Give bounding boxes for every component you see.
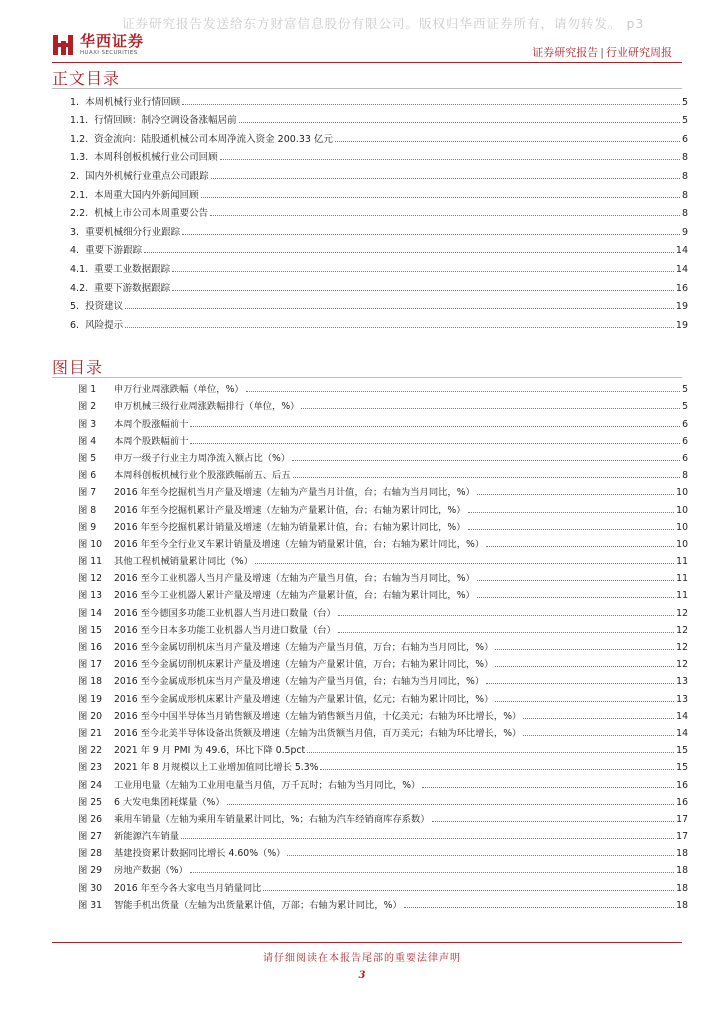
dot-leader bbox=[190, 443, 680, 444]
toc-entry[interactable] bbox=[70, 312, 688, 331]
figure-entry[interactable] bbox=[78, 412, 688, 429]
figure-entry[interactable] bbox=[78, 430, 688, 447]
dot-leader bbox=[523, 718, 674, 719]
toc-entry[interactable] bbox=[70, 145, 688, 164]
entry-title: 2016 至今金属成形机床累计产量及增速（左轴为产量累计值，亿元；右轴为累计同比，%） bbox=[114, 693, 494, 705]
dot-leader bbox=[144, 252, 674, 253]
entry-title: 6 大发电集团耗煤量（%） bbox=[114, 796, 225, 808]
entry-title: 房地产数据（%） bbox=[114, 865, 188, 877]
toc-entry[interactable] bbox=[70, 126, 688, 145]
entry-page: 10 bbox=[676, 521, 688, 533]
entry-number: 3. bbox=[70, 226, 80, 238]
entry-page: 15 bbox=[676, 762, 688, 774]
entry-title: 重要下游数据跟踪 bbox=[94, 282, 171, 294]
entry-title: 重要下游跟踪 bbox=[85, 245, 143, 257]
entry-number: 图 27 bbox=[78, 831, 103, 843]
entry-title: 本周科创板机械行业个股涨跌幅前五、后五 bbox=[114, 470, 291, 482]
dot-leader bbox=[239, 122, 680, 123]
dot-leader bbox=[523, 735, 674, 736]
entry-number: 图 25 bbox=[78, 796, 103, 808]
figure-entry[interactable] bbox=[78, 516, 688, 533]
entry-title: 2021 年 9 月 PMI 为 49.6，环比下降 0.5pct bbox=[114, 745, 306, 757]
entry-title: 申万行业周涨跌幅（单位，%） bbox=[114, 384, 244, 396]
entry-number: 图 9 bbox=[78, 521, 97, 533]
figure-list-title: 图目录 bbox=[52, 358, 104, 377]
toc-entry[interactable] bbox=[70, 108, 688, 127]
entry-title: 2016 至今中国半导体当月销售额及增速（左轴为销售额当月值，十亿美元；右轴为环比增长，%） bbox=[114, 710, 522, 722]
dot-leader bbox=[255, 563, 674, 564]
logo-english-name: HUAXI SECURITIES bbox=[80, 50, 138, 56]
dot-leader bbox=[190, 872, 674, 873]
toc-entry[interactable] bbox=[70, 256, 688, 275]
dot-leader bbox=[246, 391, 680, 392]
entry-title: 重要机械细分行业跟踪 bbox=[85, 226, 181, 238]
entry-page: 14 bbox=[675, 245, 688, 257]
entry-page: 19 bbox=[675, 301, 688, 313]
toc-entry[interactable] bbox=[70, 182, 688, 201]
entry-page: 6 bbox=[681, 133, 688, 145]
entry-title: 本周个股跌幅前十 bbox=[114, 435, 189, 447]
dot-leader bbox=[287, 855, 674, 856]
entry-title: 基建投资累计数据同比增长 4.60%（%） bbox=[114, 848, 286, 860]
figure-entry[interactable] bbox=[78, 670, 688, 687]
dot-leader bbox=[495, 666, 674, 667]
figure-entry[interactable] bbox=[78, 481, 688, 498]
entry-title: 风险提示 bbox=[85, 319, 124, 331]
logo-chinese-name: 华西证券 bbox=[80, 32, 145, 50]
entry-number: 图 6 bbox=[78, 470, 97, 482]
dot-leader bbox=[468, 512, 675, 513]
dot-leader bbox=[172, 290, 674, 291]
entry-number: 图 2 bbox=[78, 401, 97, 413]
entry-number: 图 1 bbox=[78, 384, 97, 396]
toc-list bbox=[70, 89, 688, 331]
entry-number: 1.2. bbox=[70, 133, 89, 145]
dot-leader bbox=[182, 234, 680, 235]
entry-title: 2016 年至今各大家电当月销量同比 bbox=[114, 882, 262, 894]
entry-title: 其他工程机械销量累计同比（%） bbox=[114, 556, 253, 568]
entry-number: 图 5 bbox=[78, 452, 97, 464]
footer-divider bbox=[52, 942, 682, 943]
figure-entry[interactable] bbox=[78, 584, 688, 601]
entry-title: 国内外机械行业重点公司跟踪 bbox=[85, 170, 209, 182]
entry-number: 图 12 bbox=[78, 573, 103, 585]
entry-number: 图 13 bbox=[78, 590, 103, 602]
dot-leader bbox=[320, 769, 674, 770]
entry-number: 图 20 bbox=[78, 710, 103, 722]
dot-leader bbox=[477, 580, 674, 581]
entry-number: 图 17 bbox=[78, 659, 103, 671]
entry-page: 10 bbox=[676, 487, 688, 499]
figure-entry[interactable] bbox=[78, 619, 688, 636]
entry-page: 18 bbox=[676, 899, 688, 911]
entry-number: 图 26 bbox=[78, 813, 103, 825]
figure-entry[interactable] bbox=[78, 791, 688, 808]
toc-entry[interactable] bbox=[70, 219, 688, 238]
dot-leader bbox=[181, 838, 674, 839]
entry-number: 图 21 bbox=[78, 727, 103, 739]
entry-title: 本周机械行业行情回顾 bbox=[85, 96, 181, 108]
entry-title: 2016 至今金属切削机床当月产量及增速（左轴为产量当月值，万台；右轴为当月同比，%） bbox=[114, 642, 494, 653]
dot-leader bbox=[293, 477, 680, 478]
entry-number: 图 10 bbox=[78, 538, 103, 550]
entry-title: 本周个股涨幅前十 bbox=[114, 418, 189, 430]
figure-entry[interactable] bbox=[78, 447, 688, 464]
figure-entry[interactable] bbox=[78, 498, 688, 515]
entry-title: 乘用车销量（左轴为乘用车销量累计同比，%；右轴为汽车经销商库存系数） bbox=[114, 813, 430, 825]
entry-page: 14 bbox=[675, 263, 688, 275]
entry-title: 智能手机出货量（左轴为出货量累计值，万部；右轴为累计同比，%） bbox=[114, 899, 402, 911]
entry-page: 6 bbox=[682, 435, 688, 447]
dot-leader bbox=[301, 408, 680, 409]
dot-leader bbox=[486, 546, 674, 547]
entry-title: 2016 至今工业机器人累计产量及增速（左轴为产量累计值，台；右轴为累计同比，%） bbox=[114, 590, 475, 602]
entry-title: 行情回顾：制冷空调设备涨幅居前 bbox=[94, 115, 237, 127]
entry-page: 5 bbox=[682, 384, 688, 396]
entry-page: 9 bbox=[681, 226, 688, 238]
dot-leader bbox=[335, 141, 680, 142]
entry-number: 图 4 bbox=[78, 435, 97, 447]
figure-entry[interactable] bbox=[78, 567, 688, 584]
figure-entry[interactable] bbox=[78, 756, 688, 773]
entry-number: 图 14 bbox=[78, 607, 103, 619]
figure-list bbox=[78, 378, 688, 911]
entry-title: 2016 至今日本多功能工业机器人当月进口数量（台） bbox=[114, 624, 336, 636]
entry-page: 17 bbox=[676, 831, 688, 843]
entry-title: 机械上市公司本周重要公告 bbox=[94, 208, 209, 220]
entry-page: 19 bbox=[675, 319, 688, 331]
dot-leader bbox=[182, 104, 680, 105]
company-logo bbox=[52, 33, 144, 57]
entry-title: 新能源汽车销量 bbox=[114, 831, 180, 843]
dot-leader bbox=[125, 308, 674, 309]
toc-entry[interactable] bbox=[70, 275, 688, 294]
toc-entry[interactable] bbox=[70, 294, 688, 313]
figure-entry[interactable] bbox=[78, 825, 688, 842]
dot-leader bbox=[477, 494, 674, 495]
dot-leader bbox=[338, 632, 674, 633]
entry-number: 2.2. bbox=[70, 208, 89, 220]
report-type: 证券研究报告 bbox=[532, 46, 599, 59]
entry-number: 图 22 bbox=[78, 745, 103, 757]
figure-entry[interactable] bbox=[78, 842, 688, 859]
entry-page: 5 bbox=[681, 115, 688, 127]
entry-number: 图 19 bbox=[78, 693, 103, 705]
entry-title: 本周重大国内外新闻回顾 bbox=[94, 189, 199, 201]
toc-title: 正文目录 bbox=[52, 69, 121, 88]
entry-page: 12 bbox=[676, 642, 688, 653]
figure-entry[interactable] bbox=[78, 653, 688, 670]
entry-page: 11 bbox=[676, 573, 688, 585]
entry-number: 6. bbox=[70, 319, 80, 331]
entry-title: 申万一级子行业主力周净流入额占比（%） bbox=[114, 452, 291, 464]
entry-page: 8 bbox=[681, 170, 688, 182]
entry-page: 16 bbox=[675, 282, 688, 294]
figure-entry[interactable] bbox=[78, 636, 688, 653]
entry-page: 18 bbox=[676, 848, 688, 860]
dot-leader bbox=[201, 197, 680, 198]
dot-leader bbox=[486, 683, 674, 684]
entry-page: 10 bbox=[676, 538, 688, 550]
entry-number: 图 23 bbox=[78, 762, 103, 774]
figure-entry[interactable] bbox=[78, 395, 688, 412]
watermark-text: 证券研究报告发送给东方财富信息股份有限公司。版权归华西证券所有，请勿转发。 p3 bbox=[122, 16, 645, 31]
dot-leader bbox=[477, 597, 674, 598]
dot-leader bbox=[495, 649, 674, 650]
entry-page: 6 bbox=[682, 418, 688, 430]
figure-entry[interactable] bbox=[78, 705, 688, 722]
entry-page: 11 bbox=[676, 556, 688, 568]
header-divider bbox=[52, 62, 682, 63]
entry-title: 资金流向：陆股通机械公司本周净流入资金 200.33 亿元 bbox=[94, 133, 333, 145]
dot-leader bbox=[227, 804, 674, 805]
entry-page: 16 bbox=[676, 779, 688, 791]
entry-number: 图 3 bbox=[78, 418, 97, 430]
figure-entry[interactable] bbox=[78, 550, 688, 567]
entry-number: 2.1. bbox=[70, 189, 89, 201]
entry-number: 4.2. bbox=[70, 282, 89, 294]
dot-leader bbox=[404, 907, 674, 908]
entry-title: 投资建议 bbox=[85, 301, 124, 313]
entry-number: 4. bbox=[70, 245, 80, 257]
entry-page: 5 bbox=[681, 96, 688, 108]
entry-page: 18 bbox=[676, 865, 688, 877]
dot-leader bbox=[125, 327, 674, 328]
figure-entry[interactable] bbox=[78, 601, 688, 618]
dot-leader bbox=[338, 615, 674, 616]
dot-leader bbox=[211, 178, 680, 179]
report-category bbox=[532, 44, 672, 60]
entry-page: 12 bbox=[676, 624, 688, 636]
figure-entry[interactable] bbox=[78, 773, 688, 790]
entry-page: 8 bbox=[681, 189, 688, 201]
dot-leader bbox=[468, 529, 675, 530]
entry-number: 图 30 bbox=[78, 882, 103, 894]
figure-entry[interactable] bbox=[78, 876, 688, 893]
entry-number: 图 29 bbox=[78, 865, 103, 877]
dot-leader bbox=[190, 426, 680, 427]
entry-number: 图 11 bbox=[78, 556, 103, 568]
entry-number: 5. bbox=[70, 301, 80, 313]
entry-page: 8 bbox=[681, 208, 688, 220]
dot-leader bbox=[495, 701, 674, 702]
toc-entry[interactable] bbox=[70, 163, 688, 182]
toc-entry[interactable] bbox=[70, 238, 688, 257]
figure-entry[interactable] bbox=[78, 687, 688, 704]
legal-notice: 请仔细阅读在本报告尾部的重要法律声明 bbox=[263, 953, 461, 964]
dot-leader bbox=[210, 215, 680, 216]
entry-title: 2016 至今金属成形机床当月产量及增速（左轴为产量当月值，台；右轴为当月同比，%） bbox=[114, 676, 485, 688]
entry-page: 6 bbox=[682, 452, 688, 464]
entry-page: 15 bbox=[676, 745, 688, 757]
entry-page: 12 bbox=[676, 607, 688, 619]
figure-entry[interactable] bbox=[78, 739, 688, 756]
dot-leader bbox=[263, 890, 674, 891]
entry-number: 图 31 bbox=[78, 899, 103, 911]
toc-entry[interactable] bbox=[70, 89, 688, 108]
figure-entry[interactable] bbox=[78, 533, 688, 550]
dot-leader bbox=[432, 821, 675, 822]
entry-title: 2016 至今德国多功能工业机器人当月进口数量（台） bbox=[114, 607, 336, 619]
entry-number: 1.3. bbox=[70, 152, 89, 164]
entry-number: 图 28 bbox=[78, 848, 103, 860]
entry-number: 图 16 bbox=[78, 642, 103, 653]
figure-entry[interactable] bbox=[78, 859, 688, 876]
dot-leader bbox=[292, 460, 680, 461]
entry-page: 13 bbox=[676, 676, 688, 688]
entry-number: 4.1. bbox=[70, 263, 89, 275]
dot-leader bbox=[220, 159, 680, 160]
figure-entry[interactable] bbox=[78, 722, 688, 739]
entry-page: 13 bbox=[676, 693, 688, 705]
entry-page: 18 bbox=[676, 882, 688, 894]
entry-page: 17 bbox=[676, 813, 688, 825]
toc-entry[interactable] bbox=[70, 201, 688, 220]
entry-page: 14 bbox=[676, 710, 688, 722]
report-subtype: 行业研究周报 bbox=[606, 46, 672, 59]
entry-page: 11 bbox=[676, 590, 688, 602]
entry-page: 8 bbox=[682, 470, 688, 482]
entry-number: 图 7 bbox=[78, 487, 97, 499]
entry-title: 2016 年至今挖掘机当月产量及增速（左轴为产量当月计值，台；右轴为当月同比，%） bbox=[114, 487, 475, 499]
entry-page: 14 bbox=[676, 727, 688, 739]
entry-number: 1.1. bbox=[70, 115, 89, 127]
entry-title: 本周科创板机械行业公司回顾 bbox=[94, 152, 218, 164]
figure-entry[interactable] bbox=[78, 894, 688, 911]
entry-title: 2016 至今工业机器人当月产量及增速（左轴为产量当月值，台；右轴为当月同比，%） bbox=[114, 573, 475, 585]
entry-number: 1. bbox=[70, 96, 80, 108]
entry-page: 5 bbox=[682, 401, 688, 413]
dot-leader bbox=[172, 271, 674, 272]
entry-title: 2016 年至今挖掘机累计销量及增速（左轴为销量累计值，台；右轴为累计同比，%） bbox=[114, 521, 466, 533]
entry-title: 重要工业数据跟踪 bbox=[94, 263, 171, 275]
entry-number: 2. bbox=[70, 170, 80, 182]
entry-page: 8 bbox=[681, 152, 688, 164]
entry-number: 图 8 bbox=[78, 504, 97, 516]
dot-leader bbox=[307, 752, 674, 753]
entry-number: 图 24 bbox=[78, 779, 103, 791]
figure-entry[interactable] bbox=[78, 808, 688, 825]
dot-leader bbox=[422, 787, 674, 788]
entry-title: 2016 年至今挖掘机累计产量及增速（左轴为产量累计值，台；右轴为累计同比，%） bbox=[114, 504, 466, 516]
entry-title: 2021 年 8 月规模以上工业增加值同比增长 5.3% bbox=[114, 762, 319, 774]
entry-title: 申万机械三级行业周涨跌幅排行（单位，%） bbox=[114, 401, 300, 413]
entry-title: 工业用电量（左轴为工业用电量当月值，万千瓦时；右轴为当月同比，%） bbox=[114, 779, 421, 791]
entry-title: 2016 至今金属切削机床累计产量及增速（左轴为产量累计值，万台；右轴为累计同比，%） bbox=[114, 659, 494, 671]
header-separator: | bbox=[600, 46, 604, 59]
entry-number: 图 15 bbox=[78, 624, 103, 636]
huaxi-logo-icon bbox=[52, 33, 74, 57]
entry-page: 12 bbox=[676, 659, 688, 671]
figure-entry[interactable] bbox=[78, 464, 688, 481]
entry-page: 16 bbox=[676, 796, 688, 808]
entry-title: 2016 年至今全行业叉车累计销量及增速（左轴为销量累计值，台；右轴为累计同比，%） bbox=[114, 538, 485, 550]
entry-number: 图 18 bbox=[78, 676, 103, 688]
entry-page: 10 bbox=[676, 504, 688, 516]
figure-entry[interactable] bbox=[78, 378, 688, 395]
entry-title: 2016 至今北美半导体设备出货额及增速（左轴为出货额当月值，百万美元；右轴为环比增长，%） bbox=[114, 727, 522, 739]
page-number: 3 bbox=[358, 970, 366, 981]
